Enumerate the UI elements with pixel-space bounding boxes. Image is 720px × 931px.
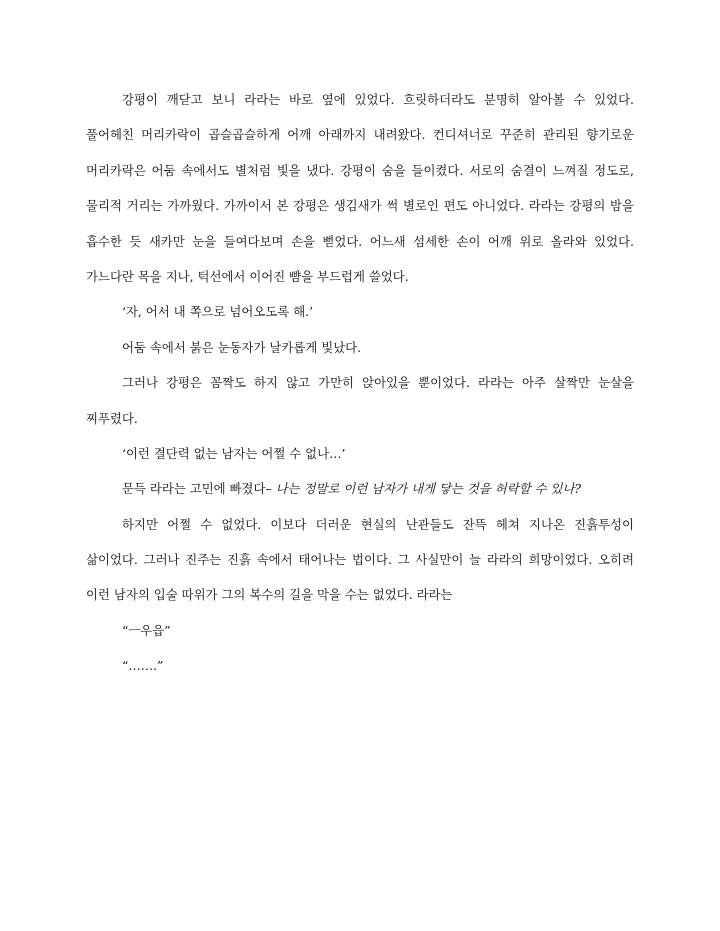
text-line: 가느다란 목을 지나, 턱선에서 이어진 뺨을 부드럽게 쓸었다. bbox=[86, 268, 409, 284]
text-line: 찌푸렸다. bbox=[86, 410, 138, 426]
text-line-plain: 문득 라라는 고민에 빠졌다– bbox=[122, 481, 272, 497]
text-line: 그러나 강평은 꼼짝도 하지 않고 가만히 앉아있을 뿐이었다. 라라는 아주 살짝만 눈살을 bbox=[122, 375, 634, 391]
text-line: 풀어헤친 머리카락이 곱슬곱슬하게 어깨 아래까지 내려왔다. 컨디셔너로 꾸준히 관리된 향기로운 bbox=[86, 127, 634, 143]
text-line: 물리적 거리는 가까웠다. 가까이서 본 강평은 생김새가 썩 별로인 편도 아니었다. 라라는 강평의 밤을 bbox=[86, 198, 634, 214]
text-line: 머리카락은 어둠 속에서도 별처럼 빛을 냈다. 강평이 숨을 들이켰다. 서로의 숨결이 느껴질 정도로, bbox=[86, 162, 634, 178]
text-line: 이런 남자의 입술 따위가 그의 복수의 길을 막을 수는 없었다. 라라는 bbox=[86, 587, 453, 603]
dialogue-line: ‘이런 결단력 없는 남자는 어쩔 수 없나…’ bbox=[122, 445, 346, 461]
text-line: 하지만 어쩔 수 없었다. 이보다 더러운 현실의 난관들도 잔뜩 헤쳐 지나온 진흙투성이 bbox=[122, 516, 634, 532]
text-line: 흡수한 듯 새카만 눈을 들여다보며 손을 뻗었다. 어느새 섬세한 손이 어깨 위로 올라와 있었다. bbox=[86, 233, 634, 249]
text-line-italic: 나는 정말로 이런 남자가 내게 닿는 것을 허락할 수 있나? bbox=[275, 481, 582, 497]
text-line: 어둠 속에서 붉은 눈동자가 날카롭게 빛났다. bbox=[122, 339, 362, 355]
dialogue-line: “…….” bbox=[122, 658, 164, 674]
text-line: 강평이 깨닫고 보니 라라는 바로 옆에 있었다. 흐릿하더라도 분명히 알아볼 수 있었다. bbox=[122, 92, 634, 107]
text-line bbox=[86, 475, 634, 510]
dialogue-line: “ㅡ우읍” bbox=[122, 622, 171, 638]
text-line: 삶이었다. 그러나 진주는 진흙 속에서 태어나는 법이다. 그 사실만이 늘 라라의 희망이었다. 오히려 bbox=[86, 552, 634, 568]
body-text bbox=[86, 86, 634, 688]
dialogue-line: ‘자, 어서 내 쪽으로 넘어오도록 해.’ bbox=[122, 304, 314, 320]
